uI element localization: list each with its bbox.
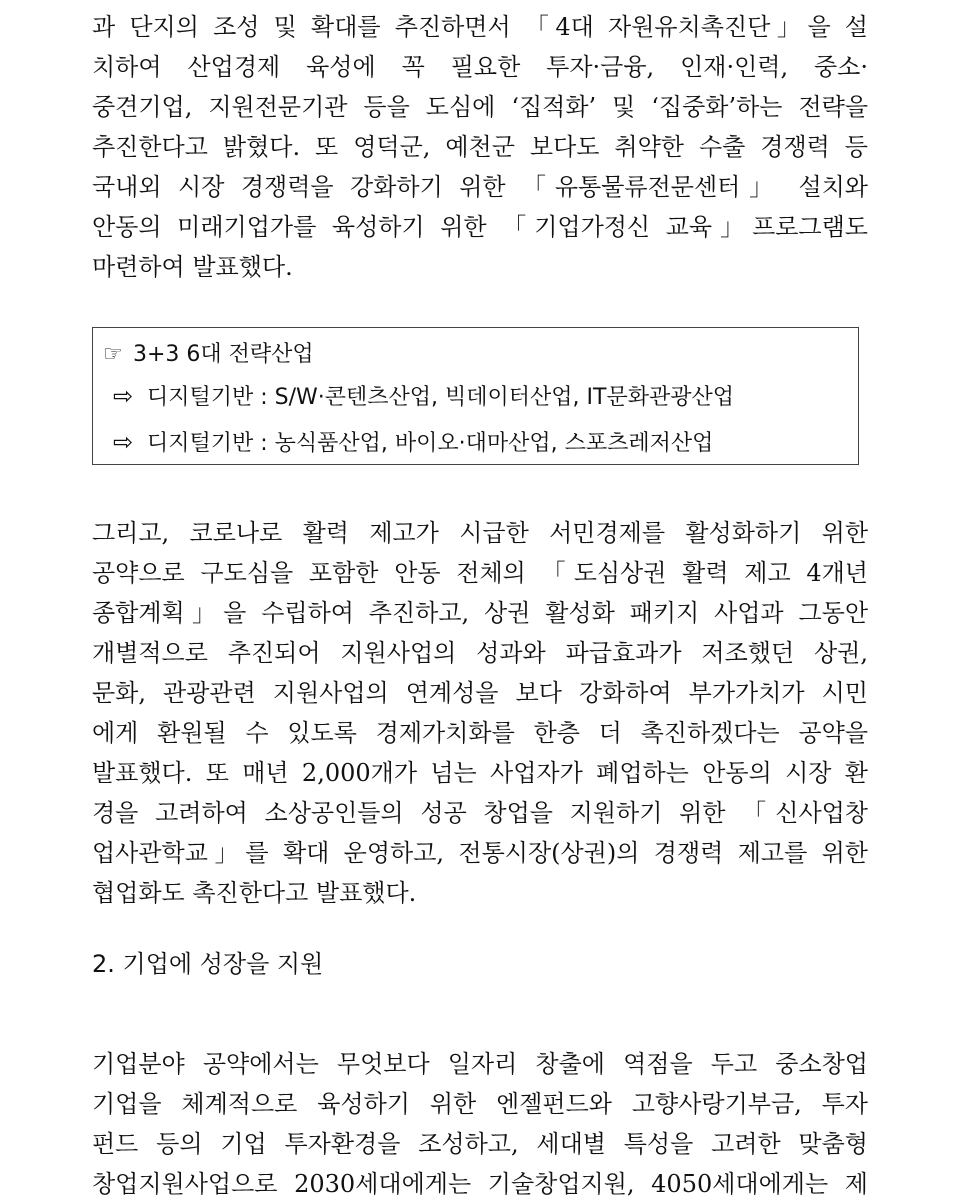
right-arrow-icon: ⇨ bbox=[113, 428, 134, 456]
strategy-item bbox=[113, 424, 713, 460]
paragraph-line: 에게 환원될 수 있도록 경제가치화를 한층 더 촉진하겠다는 공약을 bbox=[92, 719, 868, 747]
paragraph-line: 국내외 시장 경쟁력을 강화하기 위한 「유통물류전문센터」 설치와 bbox=[92, 173, 868, 201]
paragraph-line: 안동의 미래기업가를 육성하기 위한 「기업가정신 교육」프로그램도 bbox=[92, 213, 868, 241]
paragraph-line: 그리고, 코로나로 활력 제고가 시급한 서민경제를 활성화하기 위한 bbox=[92, 519, 868, 547]
paragraph-line: 기업분야 공약에서는 무엇보다 일자리 창출에 역점을 두고 중소창업 bbox=[92, 1050, 868, 1078]
strategy-box-title bbox=[103, 338, 314, 372]
strategy-item bbox=[113, 378, 734, 414]
right-arrow-icon: ⇨ bbox=[113, 382, 134, 410]
paragraph-investment bbox=[92, 7, 868, 287]
paragraph-business-support bbox=[92, 1044, 868, 1204]
paragraph-line: 경을 고려하여 소상공인들의 성공 창업을 지원하기 위한 「신사업창 bbox=[92, 799, 868, 827]
paragraph-line: 창업지원사업으로 2030세대에게는 기술창업지원, 4050세대에게는 제 bbox=[92, 1170, 868, 1198]
paragraph-line: 협업화도 촉진한다고 발표했다. bbox=[92, 879, 417, 907]
paragraph-line: 업사관학교」를 확대 운영하고, 전통시장(상권)의 경쟁력 제고를 위한 bbox=[92, 839, 868, 867]
paragraph-line: 치하여 산업경제 육성에 꼭 필요한 투자·금융, 인재·인력, 중소· bbox=[92, 53, 868, 81]
paragraph-line: 문화, 관광관련 지원사업의 연계성을 보다 강화하여 부가가치가 시민 bbox=[92, 679, 868, 707]
paragraph-line: 종합계획」을 수립하여 추진하고, 상권 활성화 패키지 사업과 그동안 bbox=[92, 599, 868, 627]
strategy-box-title-text: 3+3 6대 전략산업 bbox=[133, 342, 314, 367]
paragraph-line: 과 단지의 조성 및 확대를 추진하면서 「4대 자원유치촉진단」을 설 bbox=[92, 13, 868, 41]
strategy-industries-box bbox=[92, 327, 859, 465]
paragraph-line: 추진한다고 밝혔다. 또 영덕군, 예천군 보다도 취약한 수출 경쟁력 등 bbox=[92, 133, 868, 161]
strategy-item-text: 디지털기반 : 농식품산업, 바이오·대마산업, 스포츠레저산업 bbox=[147, 431, 714, 456]
paragraph-line: 펀드 등의 기업 투자환경을 조성하고, 세대별 특성을 고려한 맞춤형 bbox=[92, 1130, 868, 1158]
paragraph-line: 공약으로 구도심을 포함한 안동 전체의 「도심상권 활력 제고 4개년 bbox=[92, 559, 868, 587]
section-heading: 2. 기업에 성장을 지원 bbox=[92, 950, 324, 978]
paragraph-line: 발표했다. 또 매년 2,000개가 넘는 사업자가 폐업하는 안동의 시장 환 bbox=[92, 759, 868, 787]
strategy-item-text: 디지털기반 : S/W·콘텐츠산업, 빅데이터산업, IT문화관광산업 bbox=[147, 385, 734, 410]
paragraph-line: 기업을 체계적으로 육성하기 위한 엔젤펀드와 고향사랑기부금, 투자 bbox=[92, 1090, 868, 1118]
paragraph-line: 마련하여 발표했다. bbox=[92, 253, 293, 281]
paragraph-local-economy bbox=[92, 513, 868, 913]
paragraph-line: 중견기업, 지원전문기관 등을 도심에 ‘집적화’ 및 ‘집중화’하는 전략을 bbox=[92, 93, 868, 121]
paragraph-line: 개별적으로 추진되어 지원사업의 성과와 파급효과가 저조했던 상권, bbox=[92, 639, 868, 667]
pointing-hand-icon: ☞ bbox=[103, 342, 123, 367]
